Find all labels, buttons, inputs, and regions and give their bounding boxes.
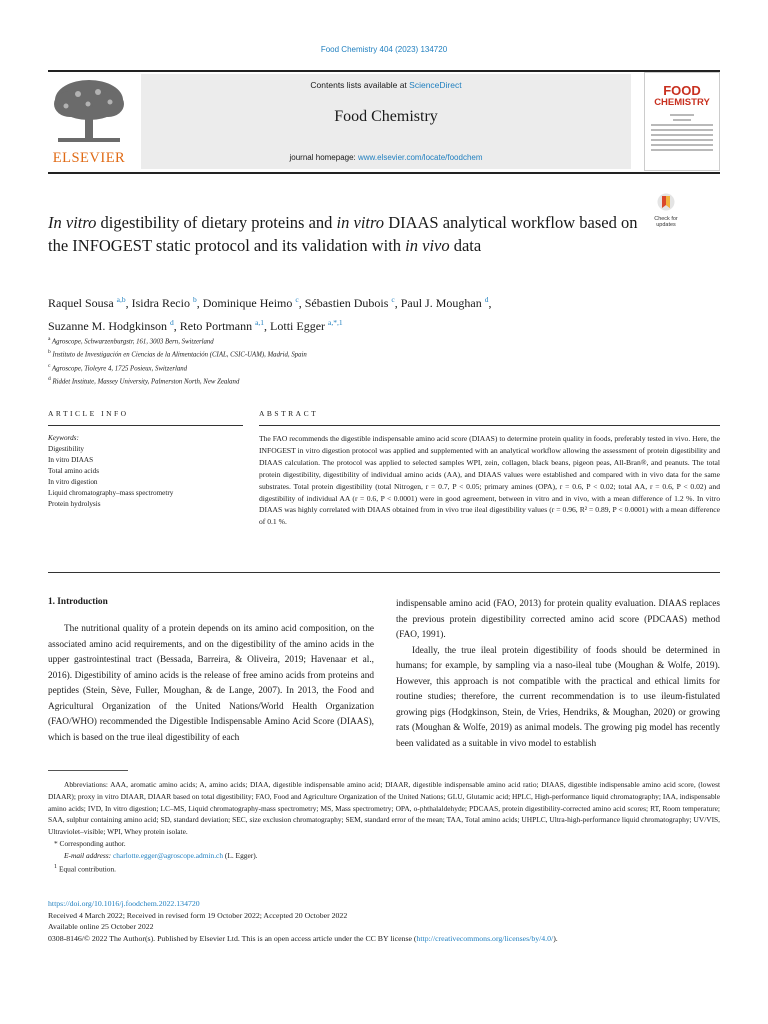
affiliation: $^c$ Agroscope, Tioleyre 4, 1725 Posieux, Switzerland — [48, 362, 188, 372]
article-info-rule — [48, 425, 243, 426]
journal-homepage-line — [141, 153, 631, 162]
corresponding-author-note: * Corresponding author. — [54, 838, 126, 848]
intro-left-column: The nutritional quality of a protein depends on its amino acid composition, on the associated amino acid requirements, and on the digestibility of the amino acids in the upper gastrointestinal tract (Bessada, Barreira, & Oliveira, 2019; Havenaar et al., 2016). Digestibility of amino acids is the release of free amino acids from proteins and peptides (Stein, Sève, Fuller, Moughan, & de Lange, 2007). In 2013, the Food and Agricultural Organization of the United Nations/World Health Organization (FAO/WHO) recommended the Digestible Indispensable Amino Acid Score (DIAAS), which is based on the true ileal digestibility of each — [48, 624, 374, 743]
intro-paragraph: indispensable amino acid (FAO, 2013) for protein quality evaluation. DIAAS replaces the previous protein digestibility corrected amino acid score (PDCAAS) method (FAO, 1991). — [396, 599, 720, 640]
check-updates-line1: Check for — [654, 216, 678, 222]
abstract-heading: ABSTRACT — [259, 409, 319, 418]
article-title: In vitro digestibility of dietary proteins and in vitro DIAAS analytical workflow based on the INFOGEST static protocol and its validation with in vivo data — [48, 213, 638, 255]
license-line: 0308-8146/© 2022 The Author(s). Published by Elsevier Ltd. This is an open access article under the CC BY license (http://creativecommons.org/licenses/by/4.0/). — [48, 933, 558, 943]
author-list: Raquel Sousa $^{a,b}$, Isidra Recio $^b$, Dominique Heimo $^c$, Sébastien Dubois $^c$, Paul J. Moughan $^d$, Suzanne M. Hodgkinson $^d$, Reto Portmann $^{a,1}$, Lotti Egger $^{a,*,1}$ — [48, 295, 492, 333]
journal-cover-thumbnail — [644, 72, 720, 171]
doi-link[interactable]: https://doi.org/10.1016/j.foodchem.2022.134720 — [48, 899, 200, 908]
intro-paragraph: Ideally, the true ileal protein digestibility of foods should be determined in humans; for example, by sampling via a naso-ileal tube (Moughan & Wolfe, 2019). However, this approach is not compatible with the practical and ethical limits for routine studies; therefore, the current recommendation is to use ileum-fistulated growing pigs (Hodgkinson, Stein, de Vries, Hendriks, & Moughan, 2020) or growing rats (Moughan & Wolfe, 2019) as animal models. The growing pig model has recently been validated as a suitable in vivo model to establish — [396, 645, 720, 749]
keyword: Digestibility — [48, 445, 84, 453]
affiliations — [48, 334, 708, 387]
abstract-rule — [259, 425, 720, 426]
author[interactable]: Suzanne M. Hodgkinson $^d$ — [48, 318, 174, 333]
affiliation: $^b$ Instituto de Investigación en Ciencias de la Alimentación (CIAL, CSIC-UAM), Madrid, Spain — [48, 349, 307, 359]
footnote-rule — [48, 770, 128, 771]
keyword: In vitro digestion — [48, 478, 98, 486]
keyword: In vitro DIAAS — [48, 456, 94, 464]
email-link[interactable]: charlotte.egger@agroscope.admin.ch — [113, 850, 224, 860]
author[interactable]: Raquel Sousa $^{a,b}$ — [48, 295, 126, 310]
section-heading-introduction: 1. Introduction — [48, 597, 108, 607]
homepage-prefix: journal homepage: — [289, 153, 358, 162]
abstract-bottom-rule — [48, 572, 720, 573]
keyword: Protein hydrolysis — [48, 500, 101, 508]
keyword: Liquid chromatography–mass spectrometry — [48, 489, 174, 497]
cover-title-chemistry: CHEMISTRY — [654, 97, 710, 108]
intro-right-column — [396, 597, 720, 752]
journal-reference[interactable]: Food Chemistry 404 (2023) 134720 — [320, 45, 448, 54]
equal-contribution-note: $^1$ Equal contribution. — [54, 863, 116, 874]
keywords-label: Keywords: — [48, 434, 79, 442]
author[interactable]: Sébastien Dubois $^c$ — [304, 295, 395, 310]
elsevier-wordmark: ELSEVIER — [52, 150, 126, 166]
footnotes — [48, 779, 720, 875]
homepage-link[interactable]: www.elsevier.com/locate/foodchem — [358, 153, 483, 162]
received-dates: Received 4 March 2022; Received in revised form 19 October 2022; Accepted 20 October 2022 — [48, 910, 348, 920]
publication-info — [48, 898, 720, 944]
author[interactable]: Isidra Recio $^b$ — [131, 295, 197, 310]
journal-name: Food Chemistry — [334, 108, 438, 125]
header-top-rule — [48, 70, 720, 72]
abbreviations-footnote: Abbreviations: AAA, aromatic amino acids; A, amino acids; DIAA, digestible indispensable amino acid; DIAAR, digestible indispensable amino acid ratio; DIAAS, digestible indispensable amino acid score, (lowest DIAAR); proxy in vitro DIAAR, DIAAR based on total digestibility; FAO, Food and Agriculture Organization of the United Nations; GLU, Glutamic acid; HPLC, High-performance liquid chromatography; IAA, indispensable amino acids; IVD, In vitro digestion; LC–MS, Liquid chromatography-mass spectrometry; MS, Mass spectrometry; OPA, o-phthalaldehyde; PDCAAS, protein digestibility-corrected amino acid scores; RT, Room temperature; SAA, sulphur containing amino acid; SD, standard deviation; SEC, size exclusion chromatography; SEM, standard error of the mean; TAA, Total amino acids; UHPLC, Ultra-high-performance liquid chromatography; UV/VIS, Ultraviolet–visible; WPI, Whey protein isolate. — [48, 780, 720, 837]
bookmark-icon — [655, 193, 677, 211]
contents-line — [141, 80, 631, 90]
abstract-text: The FAO recommends the digestible indispensable amino acid score (DIAAS) to determine protein quality in foods, preferably tested in vivo. Here, the INFOGEST in vitro digestion protocol was applied and supplemented with an analytical workflow allowing the assessment of protein digestibility and DIAAS calculation. The protocol was applied to selected samples WPI, zein, collagen, black beans, pigeon peas, All-Bran®, and peanuts. The total protein digestibility, digestibility of individual amino acids (AA), and DIAAS values were established and compared with in vivo data for the same substrates. Total protein digestibility (total Nitrogen, r = 0.7, P < 0.05; primary amines (OPA), r = 0.6, P < 0.02; total AA, r = 0.6, P < 0.02) and digestibility of individual AA (r = 0.6, P < 0.0001) were in good agreement, between in vitro and in vivo, with a mean difference of 1.2 %. In vitro DIAAS was highly correlated with DIAAS obtained from in vivo true ileal digestibility values (r = 0.96, R² = 0.89, P < 0.0001) with a mean difference of 0.1 %. — [259, 434, 720, 527]
sciencedirect-link[interactable]: ScienceDirect — [409, 80, 462, 90]
license-link[interactable]: http://creativecommons.org/licenses/by/4.0/ — [416, 933, 554, 943]
author[interactable]: Lotti Egger $^{a,*,1}$ — [270, 318, 343, 333]
author[interactable]: Paul J. Moughan $^d$ — [400, 295, 489, 310]
affiliation: $^a$ Agroscope, Schwarzenburgstr, 161, 3003 Bern, Switzerland — [48, 336, 214, 346]
contents-prefix: Contents lists available at — [310, 80, 410, 90]
cover-text-lines — [651, 114, 713, 151]
keywords-block — [48, 433, 243, 510]
email-footnote: E-mail address: charlotte.egger@agroscope.admin.ch (L. Egger). — [64, 850, 258, 860]
affiliation: $^d$ Riddet Institute, Massey University, Palmerston North, New Zealand — [48, 375, 240, 386]
available-online: Available online 25 October 2022 — [48, 922, 154, 931]
check-for-updates-button[interactable] — [648, 193, 684, 228]
header-bottom-rule — [48, 172, 720, 174]
cover-title-food: FOOD — [663, 83, 701, 98]
article-info-heading: ARTICLE INFO — [48, 409, 129, 418]
keyword: Total amino acids — [48, 467, 99, 475]
check-updates-line2: updates — [656, 222, 676, 228]
author[interactable]: Reto Portmann $^{a,1}$ — [179, 318, 265, 333]
author[interactable]: Dominique Heimo $^c$ — [202, 295, 299, 310]
